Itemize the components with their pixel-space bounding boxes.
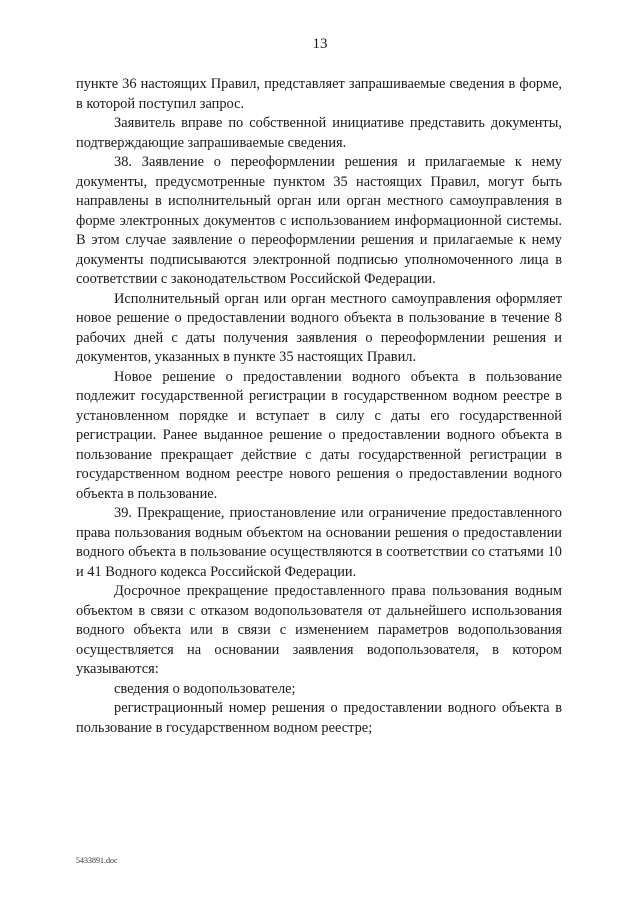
paragraph: Исполнительный орган или орган местного самоуправления оформляет новое решение о предоставлении водного объекта в пользование в течение 8 рабочих дней с даты получения заявления о переоформлении решения и документов, указанных в пункте 35 настоящих Правил. <box>76 290 562 365</box>
footer-file-reference: 5433891.doc <box>76 856 118 865</box>
paragraph: Новое решение о предоставлении водного объекта в пользование подлежит государственной регистрации в государственном водном реестре в установленном порядке и вступает в силу с даты его государственной регистрации. Ранее выданное решение о предоставлении водного объекта в пользование прекращает действие с даты государственной регистрации в государственном водном реестре нового решения о предоставлении водного объекта в пользование. <box>76 368 562 502</box>
paragraph: сведения о водопользователе; <box>114 680 296 697</box>
paragraph: пункте 36 настоящих Правил, представляет запрашиваемые сведения в форме, в которой поступил запрос. <box>76 76 562 112</box>
paragraph: регистрационный номер решения о предоставлении водного объекта в пользование в государственном водном реестре; <box>76 700 562 736</box>
paragraph: Досрочное прекращение предоставленного права пользования водным объектом в связи с отказом водопользователя от дальнейшего использования водного объекта или в связи с изменением параметров водопользования осуществляется на основании заявления водопользователя, в котором указываются: <box>76 583 562 677</box>
page-number: 13 <box>312 36 328 52</box>
document-body <box>76 75 562 738</box>
paragraph: 39. Прекращение, приостановление или ограничение предоставленного права пользования водным объектом на основании решения о предоставлении водного объекта в пользование осуществляются в соответствии со статьями 10 и 41 Водного кодекса Российской Федерации. <box>76 505 562 580</box>
paragraph: 38. Заявление о переоформлении решения и прилагаемые к нему документы, предусмотренные пунктом 35 настоящих Правил, могут быть направлены в исполнительный орган или орган местного самоуправления в форме электронных документов с использованием информационной системы. В этом случае заявление о переоформлении решения и прилагаемые к нему документы подписываются электронной подписью уполномоченного лица в соответствии с законодательством Российской Федерации. <box>76 154 562 287</box>
paragraph: Заявитель вправе по собственной инициативе представить документы, подтверждающие запрашиваемые сведения. <box>76 115 562 151</box>
